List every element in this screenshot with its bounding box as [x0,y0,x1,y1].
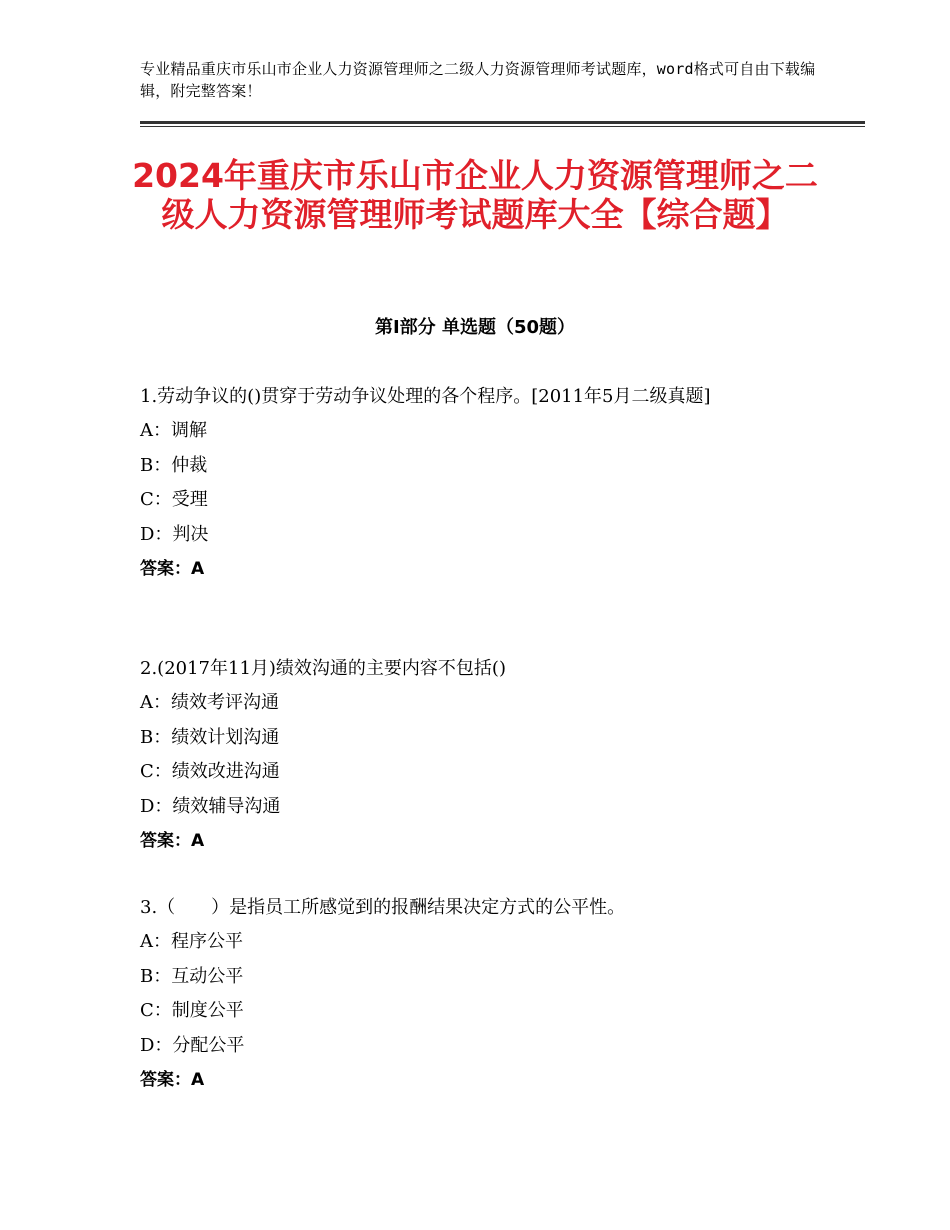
header-note: 专业精品重庆市乐山市企业人力资源管理师之二级人力资源管理师考试题库，word格式可自由下载编辑，附完整答案！ [140,60,816,100]
option-b: B：仲裁 [140,454,208,476]
option-a: A：调解 [140,420,207,441]
option-d: D：判决 [140,523,209,545]
question-1 [140,380,820,586]
answer: 答案：A [140,1070,205,1090]
option-c: C：制度公平 [140,1000,244,1021]
question-2 [140,652,820,858]
option-c: C：受理 [140,489,208,510]
question-stem: 3.（ ）是指员工所感觉到的报酬结果决定方式的公平性。 [140,897,626,918]
option-c: C：绩效改进沟通 [140,761,280,782]
header-rule-thin [140,126,865,127]
option-a: A：程序公平 [140,931,243,952]
answer: 答案：A [140,831,205,851]
option-a: A：绩效考评沟通 [140,692,279,713]
option-b: B：绩效计划沟通 [140,726,280,748]
question-stem: 1.劳动争议的()贯穿于劳动争议处理的各个程序。[2011年5月二级真题] [140,386,711,407]
document-title: 2024年重庆市乐山市企业人力资源管理师之二级人力资源管理师考试题库大全【综合题】 [132,156,818,234]
option-d: D：绩效辅导沟通 [140,795,281,817]
question-stem: 2.(2017年11月)绩效沟通的主要内容不包括() [140,658,506,679]
question-3 [140,891,820,1097]
option-b: B：互动公平 [140,965,244,987]
header-rule-thick [140,121,865,124]
section-title: 第Ⅰ部分 单选题（50题） [374,317,575,338]
answer: 答案：A [140,559,205,579]
option-d: D：分配公平 [140,1034,245,1056]
